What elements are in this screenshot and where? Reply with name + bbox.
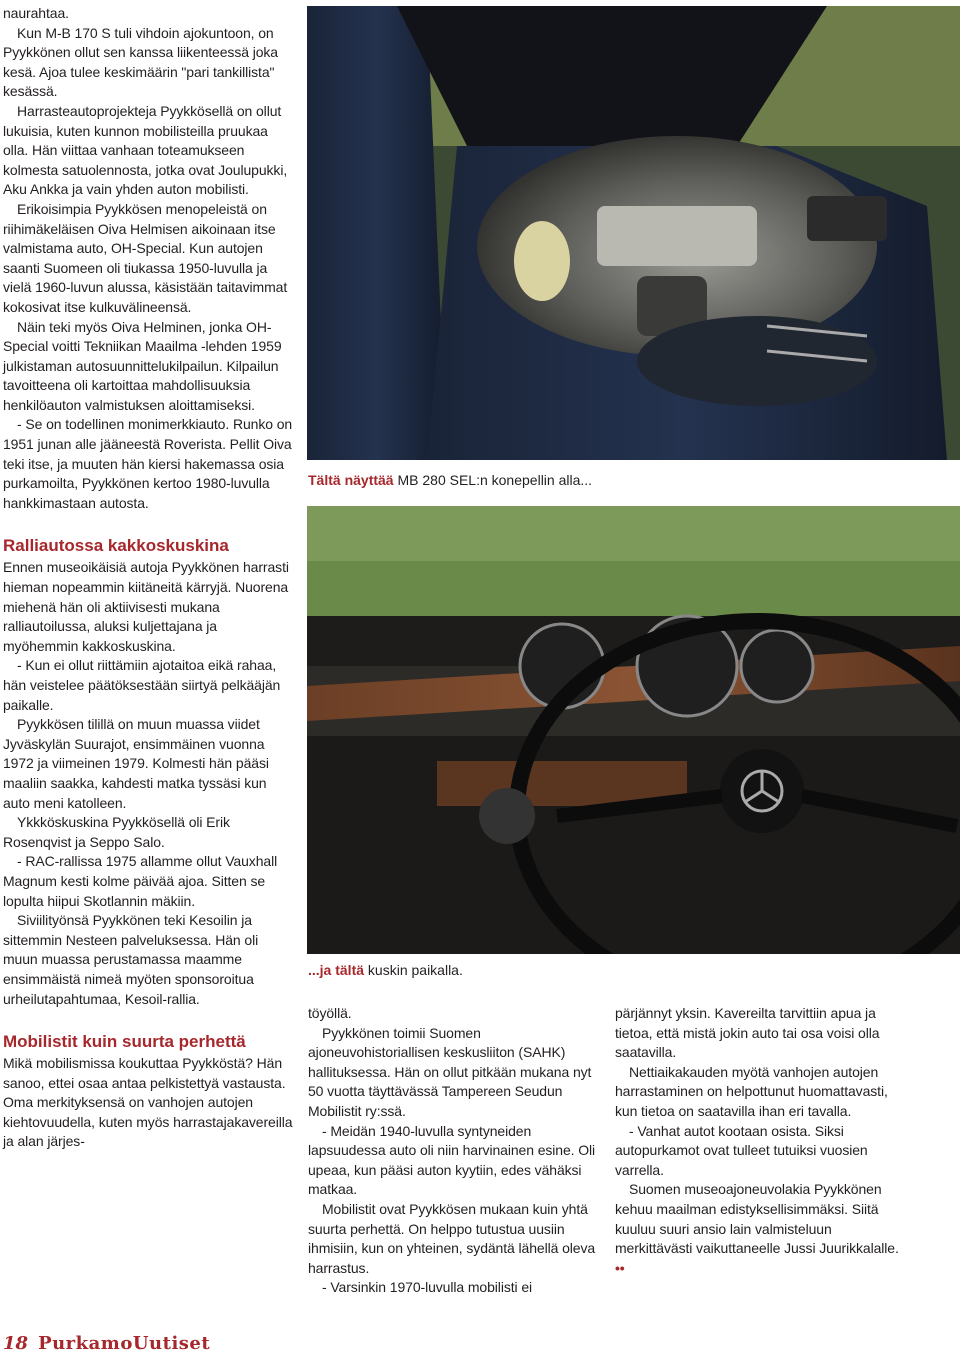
publication-name: PurkamoUutiset: [38, 1333, 211, 1354]
engine-bay-photo: [307, 6, 960, 460]
paragraph: töyöllä.: [308, 1005, 352, 1021]
subheading-mobilistit: Mobilistit kuin suurta perhettä: [3, 1032, 246, 1052]
paragraph: Mobilistit ovat Pyykkösen mukaan kuin yhtä suurta perhettä. On helppo tutustua uusiin ihmisiin, kun on yhteinen, sydäntä lähellä oleva harrastus.: [308, 1200, 596, 1276]
paragraph: - RAC-rallissa 1975 allamme ollut Vauxhall Magnum kesti kolme päivää ajoa. Sitten se lopulta hiipui Skotlannin mäkiin.: [3, 853, 278, 909]
paragraph: - Meidän 1940-luvulla syntyneiden lapsuudessa auto oli niin harvinainen esine. Oli upeaa, kun pääsi auton kyytiin, edes vähäksi matkaa.: [308, 1122, 596, 1198]
paragraph: - Kun ei ollut riittämiin ajotaitoa eikä rahaa, hän veistelee päätöksestään siirtyä pelkääjän paikalle.: [3, 657, 281, 713]
caption-lead: ...ja tältä: [308, 962, 365, 978]
paragraph: Pyykkösen tilillä on muun muassa viidet Jyväskylän Suurajot, ensimmäinen vuonna 1972 ja viimeinen 1979. Kolmesti hän pääsi maaliin saakka, kahdesti matka tyssäsi kun auto meni katolleen.: [3, 716, 269, 811]
paragraph: Kun M-B 170 S tuli vihdoin ajokuntoon, on Pyykkönen ollut sen kanssa liikenteessä joka kesä. Ajoa tulee keskimäärin "pari tankillista" kesässä.: [3, 24, 278, 100]
paragraph: - Varsinkin 1970-luvulla mobilisti ei: [322, 1279, 533, 1296]
engine-photo-caption: [308, 471, 592, 489]
dashboard-photo: [307, 506, 960, 954]
caption-lead: Tältä näyttää: [308, 472, 394, 488]
paragraph: Mikä mobilismissa koukuttaa Pyykköstä? Hän sanoo, ettei osaa antaa pelkistettyä vastausta. Oma merkityksensä on vanhojen autojen kiehtovuudella, kuten myös harrastajakavereilla ja alan järjes-: [3, 1055, 293, 1150]
paragraph: Ykkköskuskina Pyykkösellä oli Erik Rosenqvist ja Seppo Salo.: [3, 814, 230, 850]
paragraph: naurahtaa.: [3, 5, 69, 21]
paragraph: Nettiaikakauden myötä vanhojen autojen harrastaminen on helpottunut huomattavasti, kun tietoa on saatavilla ihan eri tavalla.: [615, 1063, 888, 1119]
paragraph-text: Suomen museoajoneuvolakia Pyykkönen kehuu maailman edistyksellisimmäksi. Siitä kuuluu suuri ansio lain valmisteluun merkittävästi vaikuttaneelle Jussi Juurikkalalle.: [615, 1181, 899, 1257]
paragraph: Pyykkönen toimii Suomen ajoneuvohistoriallisen keskusliiton (SAHK) hallituksessa. Hän on ollut pitkään mukana nyt 50 vuotta täyttävässä Tampereen Seudun Mobilistit ry:ssä.: [308, 1024, 592, 1119]
paragraph: Erikoisimpia Pyykkösen menopeleistä on riihimäkeläisen Oiva Helmisen aikoinaan itse valmistama auto, OH-Special. Kun autojen saanti Suomeen oli tiukassa 1950-luvulla ja vielä 1960-luvun alussa, käsistään taitavimmat kokosivat itse kulkuvälineensä.: [3, 200, 288, 315]
page-number: 18: [3, 1333, 29, 1354]
right-column: [615, 1004, 905, 1278]
paragraph: Näin teki myös Oiva Helminen, jonka OH-Special voitti Tekniikan Maailma -lehden 1959 julkistaman autosuunnittelukilpailun. Kilpailun tavoitteena oli kartoittaa mahdollisuuksia henkilöauton valmistuksen aloittamiseksi.: [3, 318, 282, 413]
page-footer: [3, 1332, 210, 1354]
middle-column: [308, 1004, 600, 1298]
paragraph: [615, 1180, 905, 1278]
subheading-ralliautossa: Ralliautossa kakkoskuskina: [3, 536, 229, 556]
left-column: [3, 4, 296, 1152]
paragraph: - Se on todellinen monimerkkiauto. Runko on 1951 junan alle jääneestä Roverista. Pellit Oiva teki itse, ja muuten hän kiersi hakemassa osia purkamoilta, Pyykkönen kertoo 1980-luvulla hankkimastaan autosta.: [3, 416, 293, 511]
caption-text: kuskin paikalla.: [364, 962, 463, 978]
paragraph: pärjännyt yksin. Kavereilta tarvittiin apua ja tietoa, että mistä jokin auto tai osa voisi olla saatavilla.: [615, 1005, 880, 1061]
paragraph: Ennen museoikäisiä autoja Pyykkönen harrasti hieman nopeammin kiitäneitä kärryjä. Nuorena miehenä hän oli aktiivisesti mukana ralliautoilussa, aluksi kuljettajana ja myöhemmin kakkoskuskina.: [3, 559, 289, 654]
dashboard-photo-caption: [308, 961, 463, 979]
caption-text: MB 280 SEL:n konepellin alla...: [393, 472, 593, 488]
article-end-mark: ••: [615, 1259, 625, 1276]
paragraph: Siviilityönsä Pyykkönen teki Kesoilin ja sittemmin Nesteen palveluksessa. Hän oli muun muassa perustamassa maamme ensimmäistä nimeä myöten sponsoroitua urheilutapahtumaa, Kesoil-rallia.: [3, 912, 259, 1007]
paragraph: - Vanhat autot kootaan osista. Siksi autopurkamot ovat tulleet tutuiksi vuosien varrella.: [615, 1122, 868, 1178]
paragraph: Harrasteautoprojekteja Pyykkösellä on ollut lukuisia, kuten kunnon mobilisteilla pruukaa olla. Hän viittaa vanhaan toteamukseen kolmesta satuolennosta, jotka ovat Joulupukki, Aku Ankka ja vain yhden auton mobilisti.: [3, 102, 288, 198]
